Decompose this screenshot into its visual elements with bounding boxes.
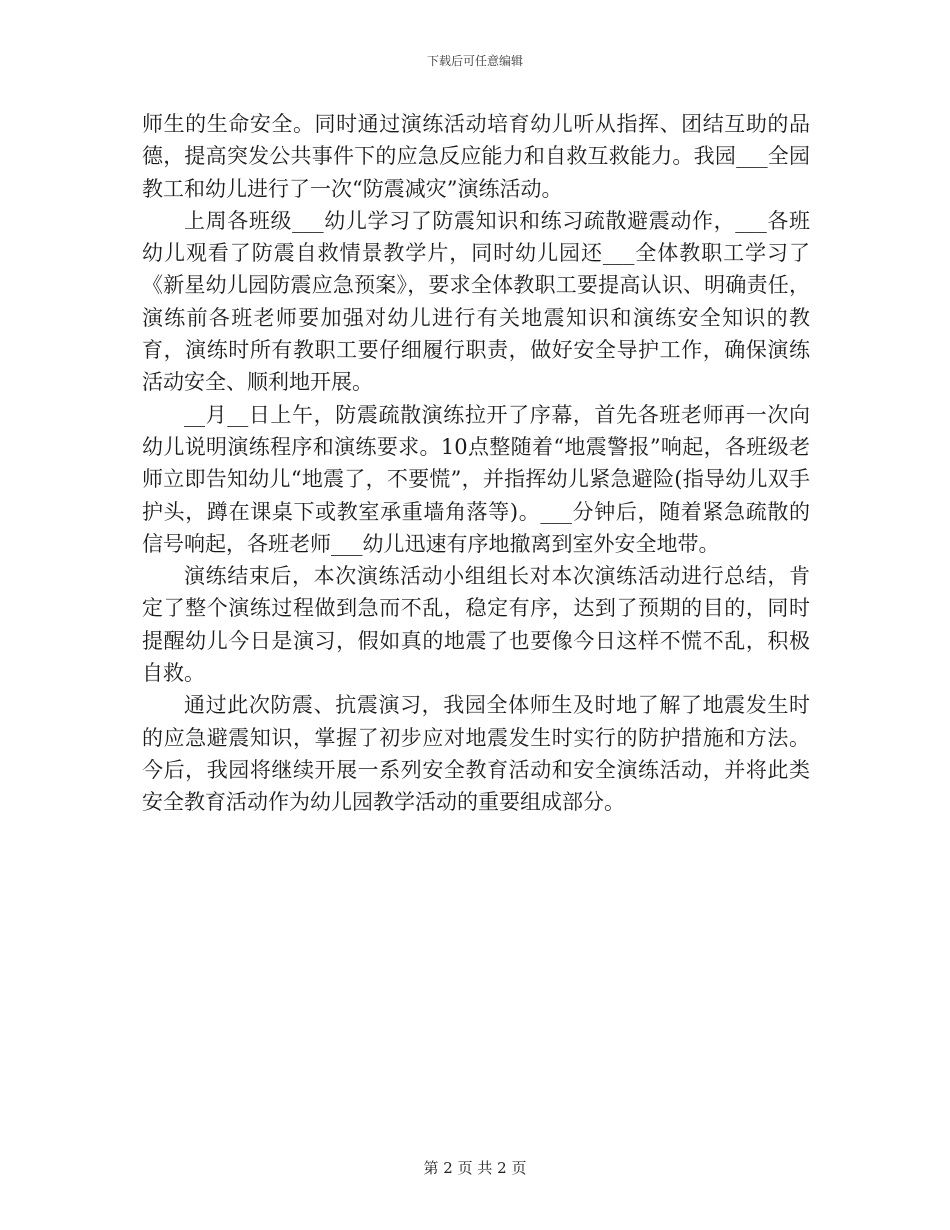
paragraph-continuation: 师生的生命安全。同时通过演练活动培育幼儿听从指挥、团结互助的品德，提高突发公共事件下的应急反应能力和自救互救能力。我园___全园教工和幼儿进行了一次“防震减灾”演练活动。 [142,112,810,201]
paragraph-summary: 演练结束后，本次演练活动小组组长对本次演练活动进行总结，肯定了整个演练过程做到急而不乱，稳定有序，达到了预期的目的，同时提醒幼儿今日是演习，假如真的地震了也要像今日这样不慌不乱，积极自救。 [142,564,810,686]
paragraph-preparation: 上周各班级___幼儿学习了防震知识和练习疏散避震动作，___各班幼儿观看了防震自救情景教学片，同时幼儿园还___全体教职工学习了《新星幼儿园防震应急预案》，要求全体教职工要提高认识、明确责任，演练前各班老师要加强对幼儿进行有关地震知识和演练安全知识的教育，演练时所有教职工要仔细履行职责，做好安全导护工作，确保演练活动安全、顺利地开展。 [142,208,810,395]
paragraph-drill-process: __月__日上午，防震疏散演练拉开了序幕，首先各班老师再一次向幼儿说明演练程序和演练要求。10点整随着“地震警报”响起，各班级老师立即告知幼儿“地震了，不要慌”，并指挥幼儿紧急避险(指导幼儿双手护头，蹲在课桌下或教室承重墙角落等)。___分钟后，随着紧急疏散的信号响起，各班老师___幼儿迅速有序地撤离到室外安全地带。 [142,402,810,556]
page-number: 第 2 页 共 2 页 [423,1159,527,1177]
document-body [142,108,810,819]
page-header: 下载后可任意编辑 [426,54,523,68]
paragraph-conclusion: 通过此次防震、抗震演习，我园全体师生及时地了解了地震发生时的应急避震知识，掌握了初步应对地震发生时实行的防护措施和方法。今后，我园将继续开展一系列安全教育活动和安全演练活动，并将此类安全教育活动作为幼儿园教学活动的重要组成部分。 [142,693,810,815]
